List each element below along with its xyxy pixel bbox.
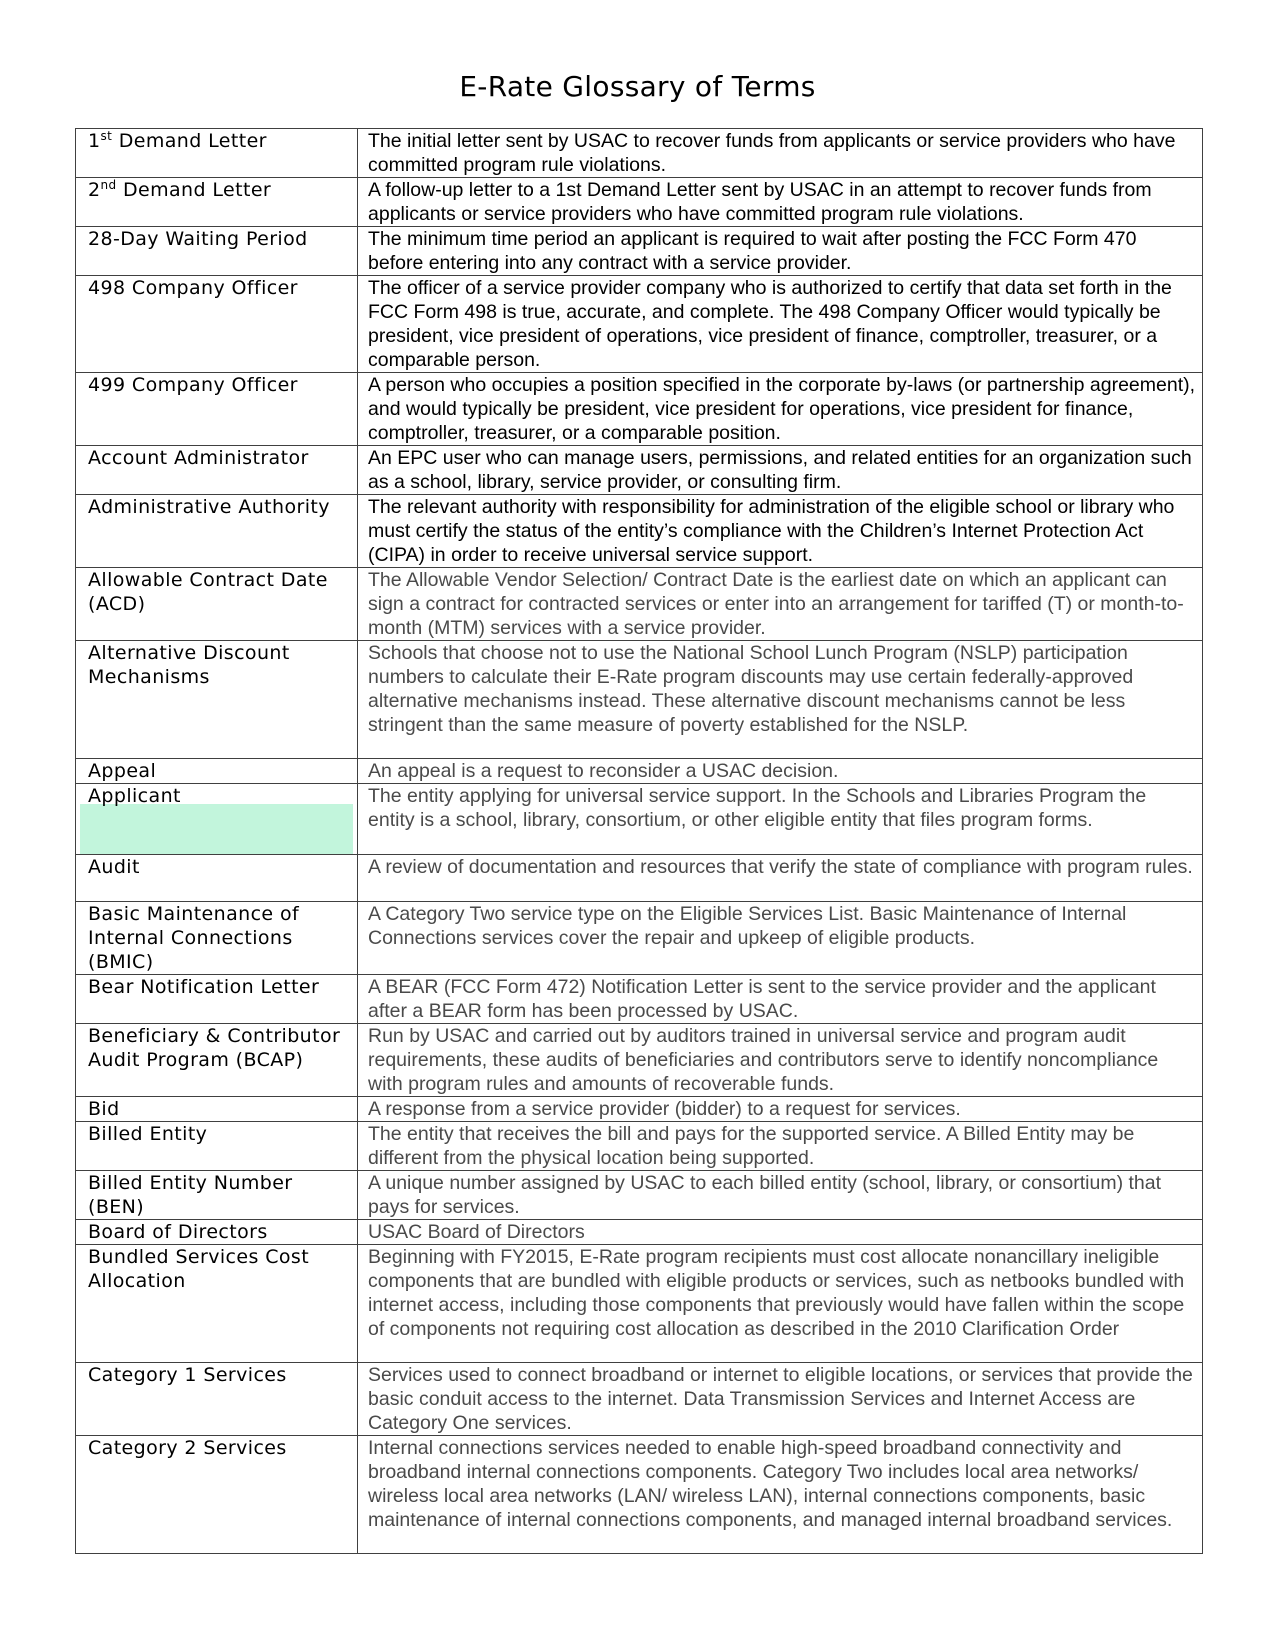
term-text: Demand Letter [122, 179, 272, 201]
term-cell: Billed Entity [76, 1122, 358, 1171]
term-cell [76, 129, 358, 178]
table-row [76, 1436, 1203, 1554]
definition-cell: The minimum time period an applicant is required to wait after posting the FCC Form 470 before entering into any contract with a service provider. [358, 227, 1203, 276]
table-row [76, 373, 1203, 446]
table-row [76, 1245, 1203, 1363]
table-row [76, 178, 1203, 227]
term-cell: Account Administrator [76, 446, 358, 495]
table-row [76, 446, 1203, 495]
definition-cell: The Allowable Vendor Selection/ Contract Date is the earliest date on which an applicant can sign a contract for contracted services or enter into an arrangement for tariffed (T) or month-to-month (MTM) services with a service provider. [358, 568, 1203, 641]
definition-cell: Services used to connect broadband or internet to eligible locations, or services that provide the basic conduit access to the internet. Data Transmission Services and Internet Access are Category One services. [358, 1363, 1203, 1436]
term-cell: Allowable Contract Date (ACD) [76, 568, 358, 641]
term-cell: Bear Notification Letter [76, 975, 358, 1024]
term-cell: Bid [76, 1097, 358, 1122]
term-cell [76, 784, 358, 855]
table-row [76, 1097, 1203, 1122]
term-cell: Billed Entity Number (BEN) [76, 1171, 358, 1220]
term-cell: 498 Company Officer [76, 276, 358, 373]
term-cell: Administrative Authority [76, 495, 358, 568]
definition-cell: The entity applying for universal service support. In the Schools and Libraries Program the entity is a school, library, consortium, or other eligible entity that files program forms. [358, 784, 1203, 855]
definition-cell: A follow-up letter to a 1st Demand Letter sent by USAC in an attempt to recover funds from applicants or service providers who have committed program rule violations. [358, 178, 1203, 227]
table-row [76, 1024, 1203, 1097]
table-row [76, 227, 1203, 276]
term-number: 1 [88, 130, 101, 152]
term-cell: 499 Company Officer [76, 373, 358, 446]
term-cell: Category 2 Services [76, 1436, 358, 1554]
table-row [76, 495, 1203, 568]
term-text: Demand Letter [118, 130, 267, 152]
page-title: E-Rate Glossary of Terms [459, 70, 816, 103]
term-cell: Audit [76, 855, 358, 902]
definition-cell: A response from a service provider (bidder) to a request for services. [358, 1097, 1203, 1122]
table-row [76, 276, 1203, 373]
table-row [76, 902, 1203, 975]
term-cell: 28-Day Waiting Period [76, 227, 358, 276]
term-cell: Bundled Services Cost Allocation [76, 1245, 358, 1363]
definition-cell: A person who occupies a position specified in the corporate by-laws (or partnership agreement), and would typically be president, vice president for operations, vice president for finance, comptroller, treasurer, or a comparable position. [358, 373, 1203, 446]
term-cell: Category 1 Services [76, 1363, 358, 1436]
table-row [76, 1171, 1203, 1220]
definition-cell: Schools that choose not to use the National School Lunch Program (NSLP) participation numbers to calculate their E-Rate program discounts may use certain federally-approved alternative mechanisms instead. These alternative discount mechanisms cannot be less stringent than the same measure of poverty established for the NSLP. [358, 641, 1203, 759]
term-cell: Alternative Discount Mechanisms [76, 641, 358, 759]
term-text: Applicant [88, 785, 181, 807]
term-cell: Basic Maintenance of Internal Connections (BMIC) [76, 902, 358, 975]
term-cell: Board of Directors [76, 1220, 358, 1245]
table-row [76, 975, 1203, 1024]
term-number: 2 [88, 179, 101, 201]
definition-cell: The relevant authority with responsibility for administration of the eligible school or library who must certify the status of the entity’s compliance with the Children’s Internet Protection Act (CIPA) in order to receive universal service support. [358, 495, 1203, 568]
term-ordinal-suffix: nd [100, 178, 117, 192]
table-row [76, 568, 1203, 641]
definition-cell: USAC Board of Directors [358, 1220, 1203, 1245]
definition-cell: An EPC user who can manage users, permissions, and related entities for an organization such as a school, library, service provider, or consulting firm. [358, 446, 1203, 495]
term-cell: Appeal [76, 759, 358, 784]
definition-cell: A unique number assigned by USAC to each billed entity (school, library, or consortium) that pays for services. [358, 1171, 1203, 1220]
definition-cell: Beginning with FY2015, E-Rate program recipients must cost allocate nonancillary ineligible components that are bundled with eligible products or services, such as netbooks bundled with internet access, including those components that previously would have fallen within the scope of components not requiring cost allocation as described in the 2010 Clarification Order [358, 1245, 1203, 1363]
table-row [76, 1220, 1203, 1245]
definition-cell: A Category Two service type on the Eligible Services List. Basic Maintenance of Internal Connections services cover the repair and upkeep of eligible products. [358, 902, 1203, 975]
table-row [76, 855, 1203, 902]
term-cell [76, 178, 358, 227]
table-row [76, 759, 1203, 784]
definition-cell: A review of documentation and resources that verify the state of compliance with program rules. [358, 855, 1203, 902]
definition-cell: The officer of a service provider company who is authorized to certify that data set forth in the FCC Form 498 is true, accurate, and complete. The 498 Company Officer would typically be president, vice president of operations, vice president of finance, comptroller, treasurer, or a comparable person. [358, 276, 1203, 373]
highlight-box [80, 804, 353, 854]
definition-cell: The initial letter sent by USAC to recover funds from applicants or service providers who have committed program rule violations. [358, 129, 1203, 178]
definition-cell: Internal connections services needed to enable high-speed broadband connectivity and broadband internal connections components. Category Two includes local area networks/ wireless local area networks (LAN/ wireless LAN), internal connections components, basic maintenance of internal connections components, and managed internal broadband services. [358, 1436, 1203, 1554]
table-row [76, 784, 1203, 855]
definition-cell: Run by USAC and carried out by auditors trained in universal service and program audit requirements, these audits of beneficiaries and contributors serve to identify noncompliance with program rules and amounts of recoverable funds. [358, 1024, 1203, 1097]
definition-cell: A BEAR (FCC Form 472) Notification Letter is sent to the service provider and the applicant after a BEAR form has been processed by USAC. [358, 975, 1203, 1024]
table-row [76, 1363, 1203, 1436]
glossary-table [75, 128, 1203, 1554]
definition-cell: The entity that receives the bill and pays for the supported service. A Billed Entity may be different from the physical location being supported. [358, 1122, 1203, 1171]
definition-cell: An appeal is a request to reconsider a USAC decision. [358, 759, 1203, 784]
term-ordinal-suffix: st [100, 129, 113, 143]
term-cell: Beneficiary & Contributor Audit Program (BCAP) [76, 1024, 358, 1097]
table-row [76, 641, 1203, 759]
table-row [76, 129, 1203, 178]
table-row [76, 1122, 1203, 1171]
